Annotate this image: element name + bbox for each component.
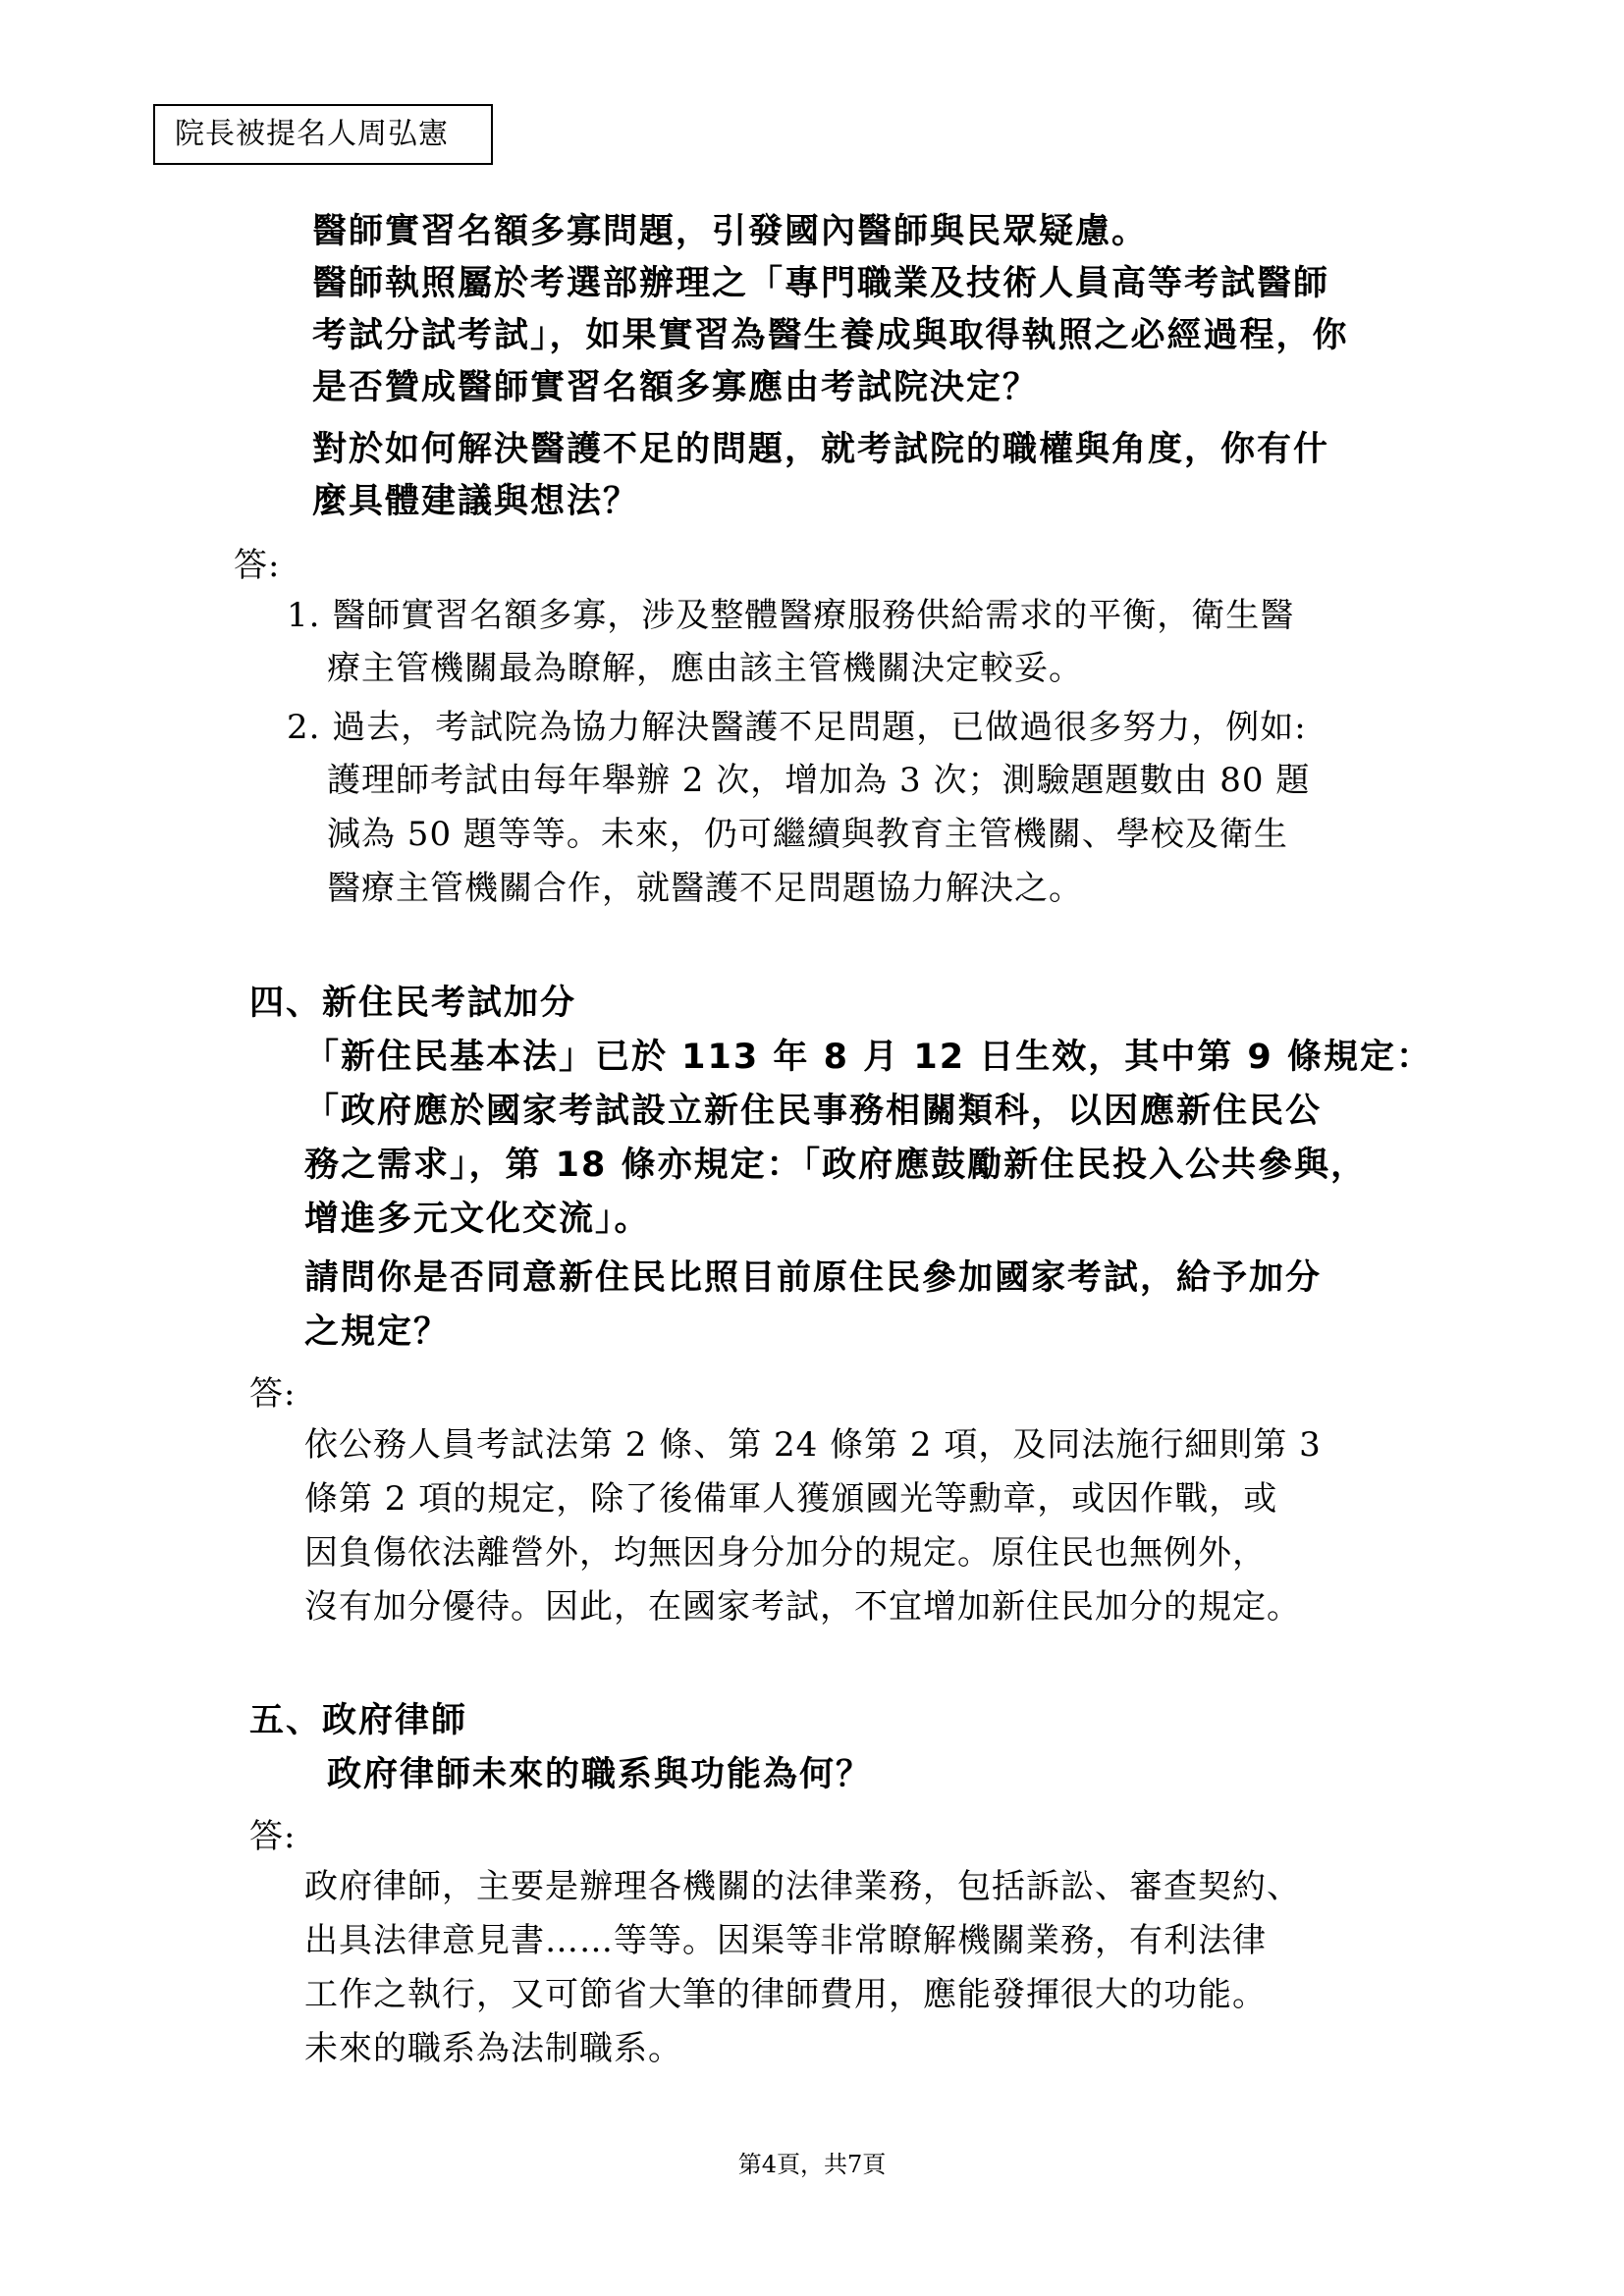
section-5-heading: 五、政府律師 xyxy=(249,1701,468,1740)
answer-5-line-3: 工作之執行，又可節省大筆的律師費用，應能發揮很大的功能。 xyxy=(304,1975,1267,2014)
question-3-line-2: 醫師執照屬於考選部辦理之「專門職業及技術人員高等考試醫師 xyxy=(312,264,1330,303)
answer-4-line-2: 條第 2 項的規定，除了後備軍人獲頒國光等勳章，或因作戰，或 xyxy=(304,1479,1278,1519)
section-4-question-line-1: 「新住民基本法」已於 113 年 8 月 12 日生效，其中第 9 條規定： xyxy=(304,1038,1433,1077)
question-3-line-3: 考試分試考試」，如果實習為醫生養成與取得執照之必經過程，你 xyxy=(312,316,1349,355)
answer-3-line-5: 減為 50 題等等。未來，仍可繼續與教育主管機關、學校及衛生 xyxy=(327,815,1288,854)
answer-3-line-6: 醫療主管機關合作，就醫護不足問題協力解決之。 xyxy=(327,869,1083,908)
answer-3-line-1: 1. 醫師實習名額多寡，涉及整體醫療服務供給需求的平衡，衛生醫 xyxy=(287,596,1295,635)
answer-3-line-2: 療主管機關最為瞭解，應由該主管機關決定較妥。 xyxy=(327,649,1083,688)
answer-4-line-1: 依公務人員考試法第 2 條、第 24 條第 2 項，及同法施行細則第 3 xyxy=(304,1425,1322,1465)
answer-5-line-4: 未來的職系為法制職系。 xyxy=(304,2029,682,2068)
answer-label-4: 答: xyxy=(249,1374,297,1414)
answer-3-line-3: 2. 過去，考試院為協力解決醫護不足問題，已做過很多努力，例如: xyxy=(287,708,1307,747)
question-3-line-4: 是否贊成醫師實習名額多寡應由考試院決定？ xyxy=(312,368,1040,407)
answer-4-line-3: 因負傷依法離營外，均無因身分加分的規定。原住民也無例外， xyxy=(304,1533,1267,1573)
question-3-line-1: 醫師實習名額多寡問題，引發國內醫師與民眾疑慮。 xyxy=(312,212,1149,251)
section-5-question-line-1: 政府律師未來的職系與功能為何？ xyxy=(327,1755,873,1794)
answer-5-line-1: 政府律師，主要是辦理各機關的法律業務，包括訴訟、審查契約、 xyxy=(304,1867,1301,1906)
answer-3-line-4: 護理師考試由每年舉辦 2 次，增加為 3 次；測驗題題數由 80 題 xyxy=(327,761,1311,800)
answer-4-line-4: 沒有加分優待。因此，在國家考試，不宜增加新住民加分的規定。 xyxy=(304,1587,1301,1627)
section-4-question-line-5: 請問你是否同意新住民比照目前原住民參加國家考試，給予加分 xyxy=(304,1258,1323,1298)
section-4-question-line-4: 增進多元文化交流」。 xyxy=(304,1200,651,1239)
question-3-line-6: 麼具體建議與想法？ xyxy=(312,482,640,521)
section-4-heading: 四、新住民考試加分 xyxy=(249,984,577,1023)
section-4-question-line-3: 務之需求」，第 18 條亦規定：「政府應鼓勵新住民投入公共參與， xyxy=(304,1146,1368,1185)
section-4-question-line-2: 「政府應於國家考試設立新住民事務相關類科，以因應新住民公 xyxy=(304,1092,1323,1131)
answer-label-3: 答: xyxy=(234,546,281,585)
page-number-footer: 第4頁，共7頁 xyxy=(737,2151,887,2178)
document-header-label: 院長被提名人周弘憲 xyxy=(153,104,493,165)
answer-label-5: 答: xyxy=(249,1817,297,1856)
question-3-line-5: 對於如何解決醫護不足的問題，就考試院的職權與角度，你有什 xyxy=(312,430,1330,469)
answer-5-line-2: 出具法律意見書……等等。因渠等非常瞭解機關業務，有利法律 xyxy=(304,1921,1267,1960)
section-4-question-line-6: 之規定？ xyxy=(304,1312,451,1352)
